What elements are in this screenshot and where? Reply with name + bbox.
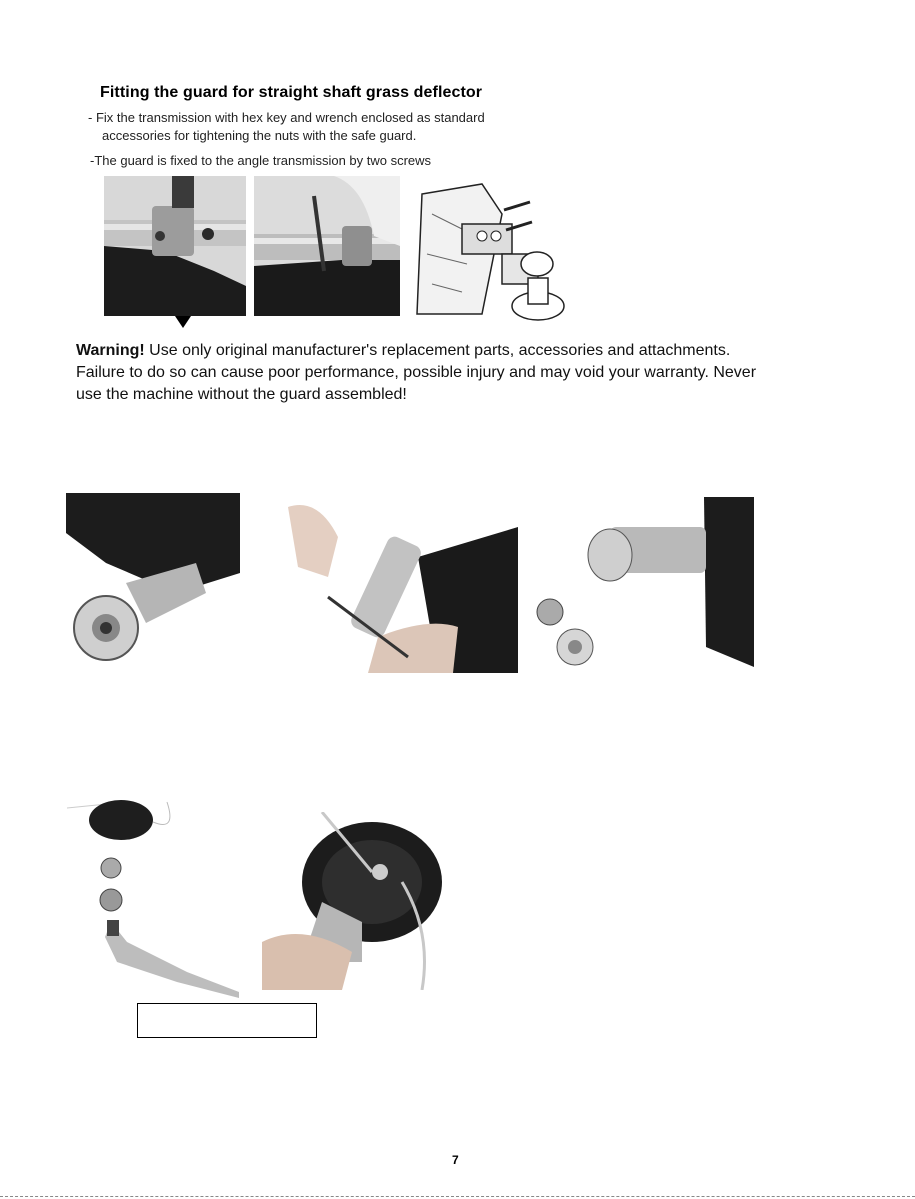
warning-text: Use only original manufacturer's replacement parts, accessories and attachments. Failure to do so can cause poor performance, possible injury and may void your warranty. Never use the machine without the guard assembled! [76, 342, 757, 403]
warning-label: Warning! [76, 342, 145, 359]
diagram-guard-screws [412, 174, 572, 326]
page-number: 7 [452, 1153, 459, 1167]
section-heading: Fitting the guard for straight shaft grass deflector [100, 84, 483, 101]
photo-hand-tools-head [288, 497, 518, 673]
photo-trimmer-head-exploded [67, 792, 239, 1002]
instruction-line-3: -The guard is fixed to the angle transmission by two screws [90, 153, 432, 168]
warning-paragraph [76, 340, 776, 406]
arrow-down-icon [175, 316, 191, 328]
photo-trimmer-head-mounted [262, 812, 450, 990]
empty-label-box [137, 1003, 317, 1038]
photo-head-with-washers [530, 497, 754, 667]
photo-clamp-on-shaft [104, 176, 246, 316]
instruction-line-1: - Fix the transmission with hex key and wrench enclosed as standard [88, 110, 485, 125]
photo-angle-transmission [66, 493, 240, 663]
bottom-divider [0, 1196, 915, 1197]
instruction-line-2: accessories for tightening the nuts with the safe guard. [102, 128, 417, 143]
photo-hex-key-tightening [254, 176, 400, 316]
